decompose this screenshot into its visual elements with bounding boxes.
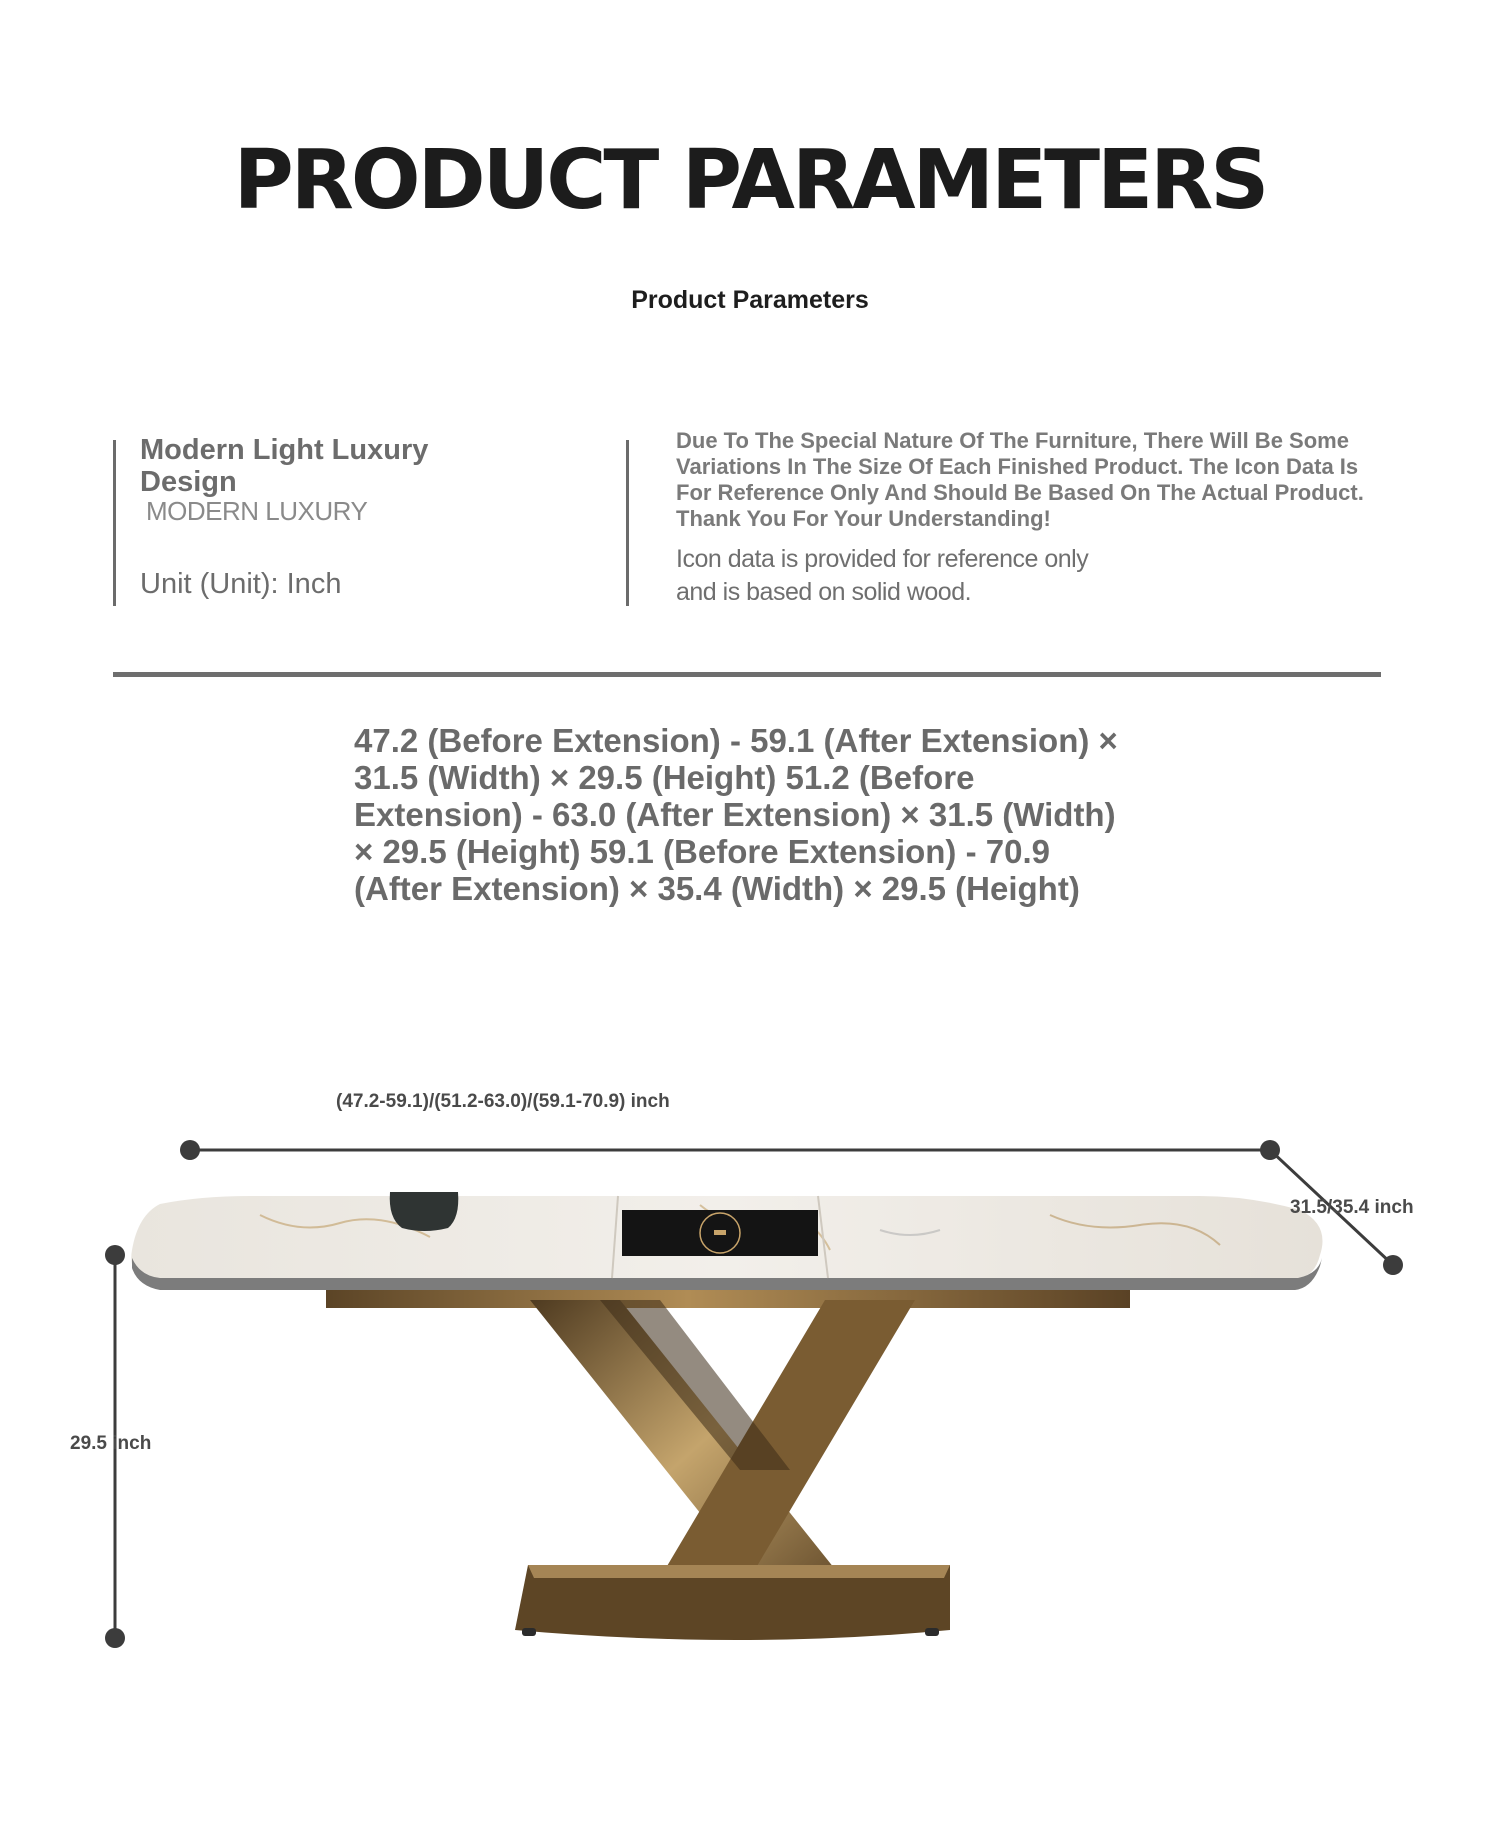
length-dimension-label: (47.2-59.1)/(51.2-63.0)/(59.1-70.9) inch [336, 1091, 670, 1112]
size-variation-notice: Due To The Special Nature Of The Furniture, There Will Be Some Variations In The Size Of Each Finished Product. The Icon Data Is For Reference Only And Should Be Based On The Actual Product. Thank You For Your Understanding! [676, 428, 1364, 531]
unit-label: Unit (Unit): Inch [140, 568, 342, 600]
design-name: Modern Light Luxury Design [140, 434, 429, 498]
tabletop [131, 1192, 1322, 1290]
page-title: PRODUCT PARAMETERS [233, 133, 1267, 228]
table-base [515, 1565, 950, 1640]
length-dimension-line [180, 1140, 1280, 1160]
reference-note: Icon data is provided for reference only and is based on solid wood. [676, 545, 1089, 606]
page-subtitle: Product Parameters [631, 286, 869, 314]
design-tag: MODERN LUXURY [146, 496, 368, 526]
size-options-text: 47.2 (Before Extension) - 59.1 (After Extension) × 31.5 (Width) × 29.5 (Height) 51.2 (Before Extension) - 63.0 (After Extension) × 31.5 (Width) × 29.5 (Height) 59.1 (Before Extension) - 70.9 (After Extension) × 35.4 (Width) × 29.5 (Height) [354, 722, 1118, 907]
height-dimension-label: 29.5 inch [70, 1433, 152, 1454]
depth-dimension-label: 31.5/35.4 inch [1290, 1197, 1414, 1218]
